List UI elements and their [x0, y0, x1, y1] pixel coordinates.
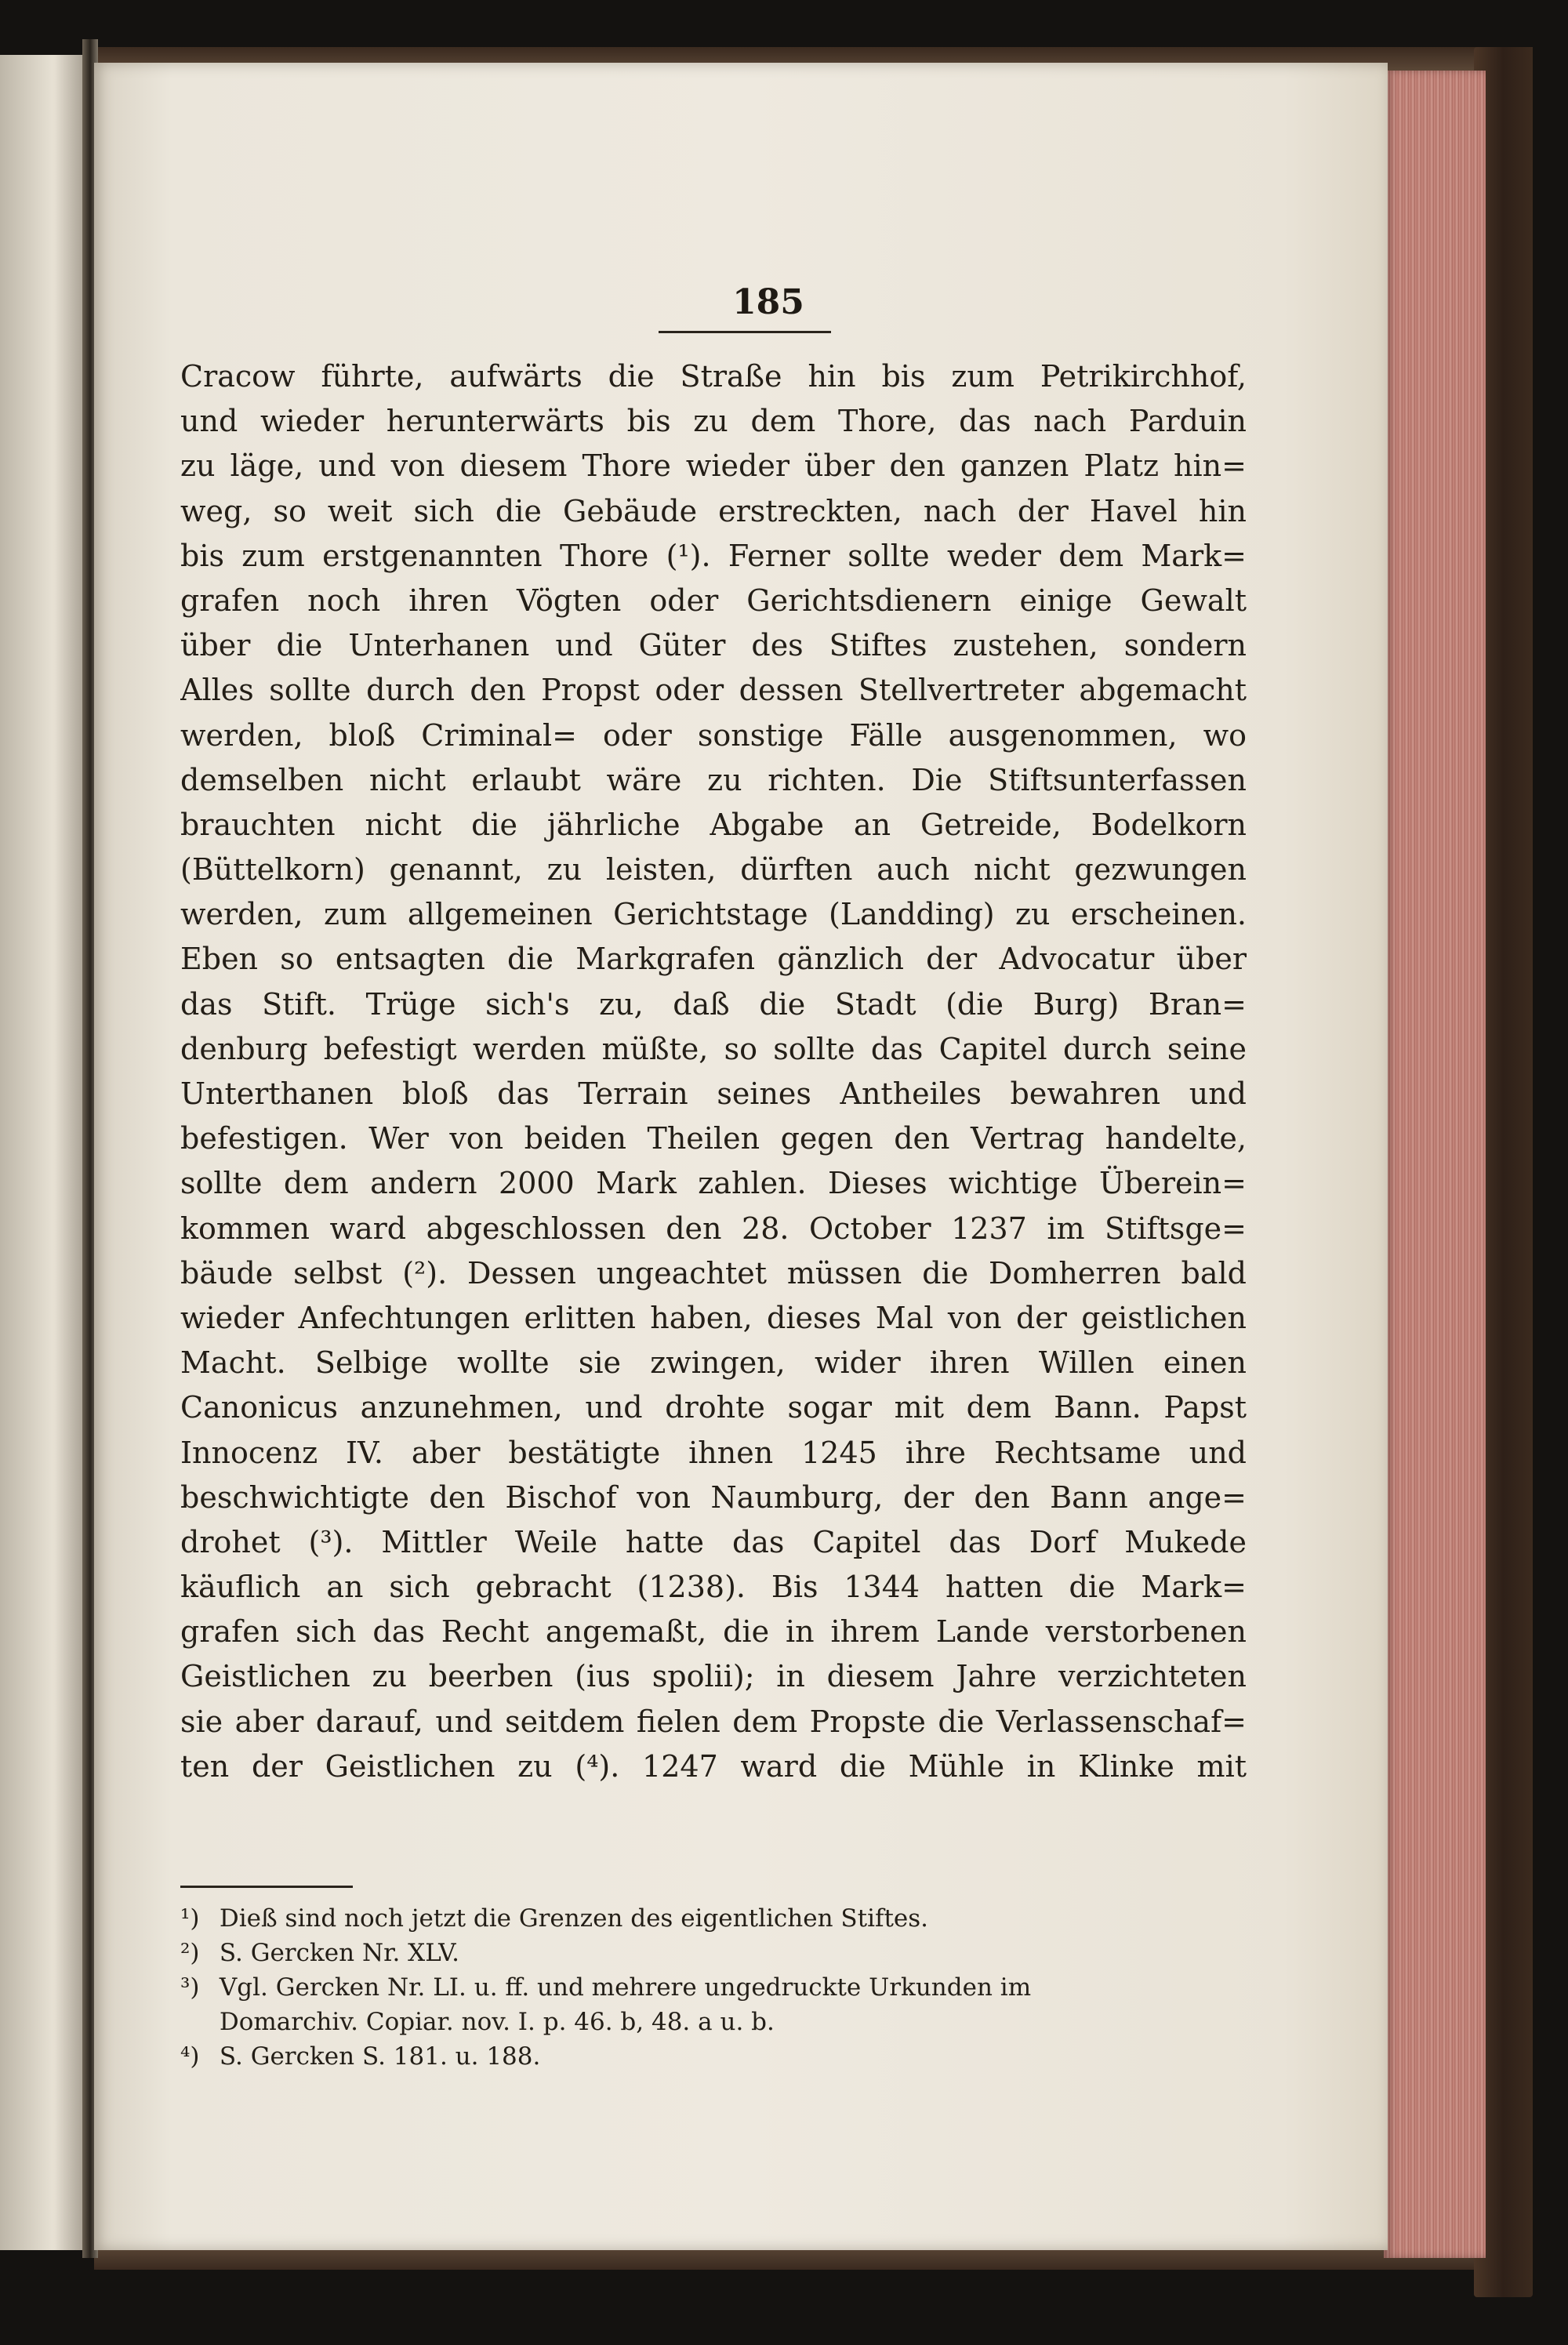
- book-page: [94, 63, 1388, 2250]
- text-line: beschwichtigte den Bischof von Naumburg, der den Bann ange=: [180, 1479, 1247, 1515]
- footnote-4: [180, 2039, 1247, 2074]
- text-line: bäude selbst (²). Dessen ungeachtet müssen die Domherren bald: [180, 1255, 1247, 1290]
- text-line: demselben nicht erlaubt wäre zu richten. Die Stiftsunterfassen: [180, 762, 1247, 797]
- footnote-mark: ³): [180, 1973, 200, 2002]
- text-line: wieder Anfechtungen erlitten haben, dieses Mal von der geistlichen: [180, 1300, 1247, 1335]
- footnotes: [180, 1901, 1247, 2074]
- text-line: weg, so weit sich die Gebäude erstreckten, nach der Havel hin: [180, 493, 1247, 528]
- footnote-mark: ⁴): [180, 2042, 200, 2071]
- text-line: Alles sollte durch den Propst oder dessen Stellvertreter abgemacht: [180, 673, 1247, 708]
- footnote-rule: [180, 1886, 353, 1888]
- body-text: [180, 354, 1247, 1789]
- footnote-mark: ¹): [180, 1904, 200, 1933]
- footnote-text: Domarchiv. Copiar. nov. I. p. 46. b, 48. a u. b.: [219, 2008, 775, 2036]
- text-line: sie aber darauf, und seitdem fielen dem Propste die Verlassenschaf=: [180, 1704, 1247, 1739]
- text-line: drohet (³). Mittler Weile hatte das Capitel das Dorf Mukede: [180, 1524, 1247, 1559]
- text-line: (Büttelkorn) genannt, zu leisten, dürften auch nicht gezwungen: [180, 852, 1247, 888]
- footnote-text: Dieß sind noch jetzt die Grenzen des eigentlichen Stiftes.: [219, 1904, 929, 1933]
- text-line: Cracow führte, aufwärts die Straße hin bis zum Petrikirchhof,: [180, 359, 1247, 394]
- text-line: werden, zum allgemeinen Gerichtstage (Landding) zu erscheinen.: [180, 897, 1247, 932]
- page-shadow: [55, 55, 86, 2250]
- footnote-text: S. Gercken S. 181. u. 188.: [219, 2042, 541, 2071]
- text-line: ten der Geistlichen zu (⁴). 1247 ward die Mühle in Klinke mit: [180, 1748, 1247, 1784]
- text-line: befestigen. Wer von beiden Theilen gegen den Vertrag handelte,: [180, 1121, 1247, 1156]
- footnote-mark: ²): [180, 1939, 200, 1967]
- text-line: das Stift. Trüge sich's zu, daß die Stadt (die Burg) Bran=: [180, 986, 1247, 1022]
- text-line: und wieder herunterwärts bis zu dem Thore, das nach Parduin: [180, 404, 1247, 439]
- footnote-text: S. Gercken Nr. XLV.: [219, 1939, 459, 1967]
- text-line: Eben so entsagten die Markgrafen gänzlich der Advocatur über: [180, 942, 1247, 977]
- text-line: Unterthanen bloß das Terrain seines Antheiles bewahren und: [180, 1076, 1247, 1111]
- text-line: Canonicus anzunehmen, und drohte sogar mit dem Bann. Papst: [180, 1390, 1247, 1425]
- text-line: werden, bloß Criminal= oder sonstige Fälle ausgenommen, wo: [180, 717, 1247, 753]
- text-line: zu läge, und von diesem Thore wieder über den ganzen Platz hin=: [180, 448, 1247, 484]
- page-block-edges: [1384, 71, 1486, 2258]
- text-line: kommen ward abgeschlossen den 28. October 1237 im Stiftsge=: [180, 1211, 1247, 1246]
- text-line: grafen noch ihren Vögten oder Gerichtsdienern einige Gewalt: [180, 583, 1247, 618]
- text-line: über die Unterhanen und Güter des Stiftes zustehen, sondern: [180, 628, 1247, 663]
- footnote-text: Vgl. Gercken Nr. LI. u. ff. und mehrere ungedruckte Urkunden im: [219, 1973, 1032, 2002]
- text-line: brauchten nicht die jährliche Abgabe an Getreide, Bodelkorn: [180, 807, 1247, 842]
- text-line: bis zum erstgenannten Thore (¹). Ferner sollte weder dem Mark=: [180, 538, 1247, 573]
- text-line: Macht. Selbige wollte sie zwingen, wider ihren Willen einen: [180, 1345, 1247, 1381]
- footnote-3: [180, 1970, 1247, 2005]
- text-line: Innocenz IV. aber bestätigte ihnen 1245 ihre Rechtsame und: [180, 1435, 1247, 1470]
- text-line: käuflich an sich gebracht (1238). Bis 1344 hatten die Mark=: [180, 1570, 1247, 1605]
- footnote-3-continued: [180, 2005, 1247, 2039]
- page-number-rule: [659, 331, 831, 333]
- footnote-1: [180, 1901, 1247, 1936]
- text-line: Geistlichen zu beerben (ius spolii); in diesem Jahre verzichteten: [180, 1659, 1247, 1694]
- text-line: denburg befestigt werden müßte, so sollte das Capitel durch seine: [180, 1031, 1247, 1066]
- text-line: sollte dem andern 2000 Mark zahlen. Dieses wichtige Überein=: [180, 1166, 1247, 1201]
- footnote-2: [180, 1936, 1247, 1970]
- page-number: 185: [732, 282, 804, 322]
- text-line: grafen sich das Recht angemaßt, die in ihrem Lande verstorbenen: [180, 1614, 1247, 1650]
